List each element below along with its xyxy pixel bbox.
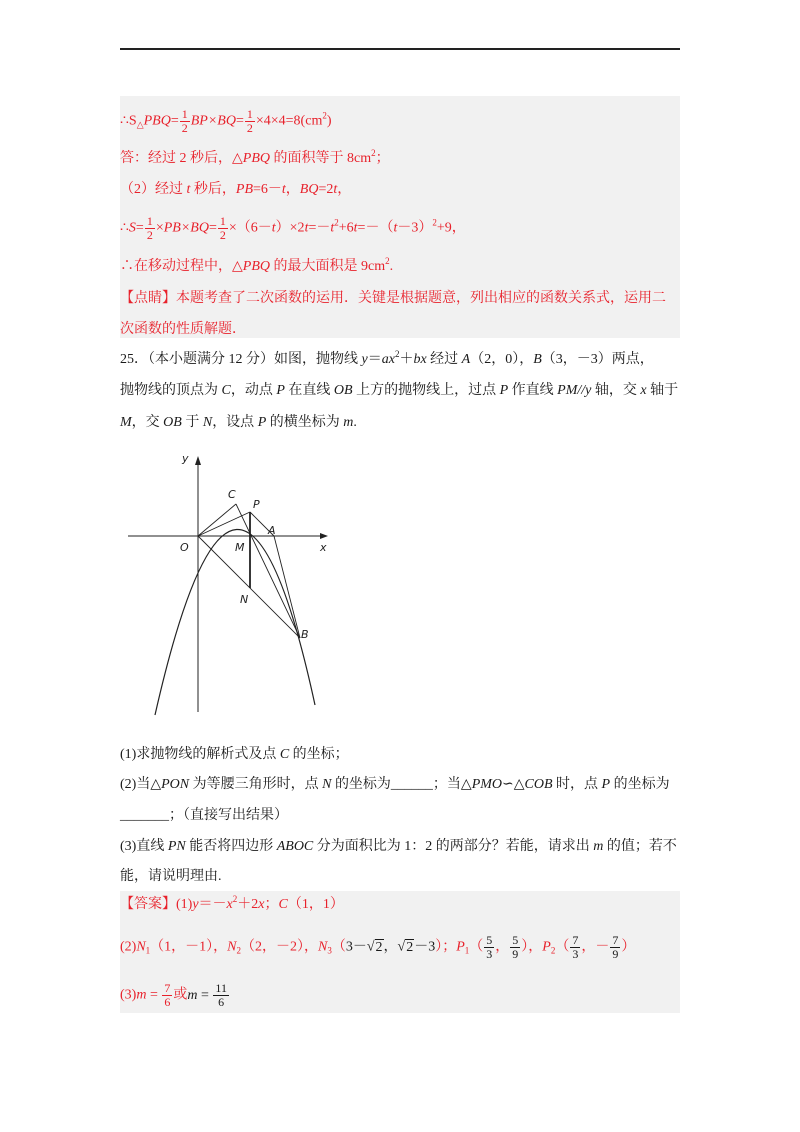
label-x: x [320,541,327,554]
segment-AB [274,536,300,638]
question-3-line-1: (3)直线 PN 能否将四边形 ABOC 分为面积比为 1：2 的两部分？若能，请求出 m 的值；若不 [120,839,677,854]
answer-line-3: (3)m = $\frac{7}{6}$ 或m = $\frac{11}{6}$ [120,981,227,1009]
fraction: $\frac{5}{9}$ [512,933,519,961]
fraction: $\frac{7}{9}$ [612,933,619,961]
parabola-figure [128,450,338,720]
answer-line-2: $(2)N_1(1$，－1），$N_2(2$，－2），$N_3(3-√2$，√2－3）；$P_1$（ $\frac{5}{3}$ ， $\frac{5}{9}$ ），$P_2$（ $\frac{7}{3}$ ，－ $\frac{7}{9}$ ） [120,933,636,961]
label-P: P [253,498,260,511]
problem-line-1: 25．（本小题满分 12 分）如图，抛物线 $y=ax^2+bx$ 经过 A（2，0），B（3，－3）两点， [120,349,654,367]
segment-OB [198,536,300,638]
y-axis-arrow [195,456,201,465]
label-N: N [240,593,249,606]
key-point-line-1: 【点睛】本题考查了二次函数的运用．关键是根据题意，列出相应的函数关系式，运用二 [120,291,666,306]
fraction: $\frac{11}{6}$ [215,981,227,1009]
fraction-half: $\frac{1}{2}$ [246,107,253,135]
parabola-curve [155,529,315,715]
label-B: B [301,628,309,641]
solution-line-1: $\therefore S_\triangle PBQ=$ $\frac{1}{2}$ BP×BQ= $\frac{1}{2}$ $\times 4\times 4=8(cm^2)$ [120,107,332,135]
problem-line-2: 抛物线的顶点为 C，动点 P 在直线 OB 上方的抛物线上，过点 P 作直线 PM//y 轴，交 x 轴于 [120,383,679,398]
solution-line-5: ∴在移动过程中，△PBQ 的最大面积是 $9cm^2$. [120,256,394,274]
problem-line-3: M，交 OB 于 N，设点 P 的横坐标为 m. [120,415,357,430]
segment-OP [198,512,250,536]
question-2-line-2: _______；（直接写出结果） [120,808,288,823]
fraction-half: $\frac{1}{2}$ [219,214,226,242]
solution-line-2: 答：经过 2 秒后，△PBQ 的面积等于 $8cm^2$； [120,148,390,166]
label-A: A [268,524,276,537]
fraction-half: $\frac{1}{2}$ [181,107,188,135]
header-rule [120,48,680,50]
answer-line-1: 【答案】$(1)y=-x^2+2x$；C（1，1） [120,894,344,912]
label-y: y [182,452,189,465]
label-O: O [180,541,189,554]
question-2-line-1: (2)当△PON 为等腰三角形时，点 N 的坐标为______；当△PMO∽△COB 时，点 P 的坐标为 [120,777,670,792]
fraction: $\frac{5}{3}$ [486,933,493,961]
fraction: $\frac{7}{3}$ [572,933,579,961]
label-M: M [235,541,245,554]
question-1: (1)求抛物线的解析式及点 C 的坐标； [120,747,349,762]
key-point-line-2: 次函数的性质解题． [120,322,246,337]
fraction: $\frac{7}{6}$ [164,981,171,1009]
question-3-line-2: 能，请说明理由. [120,869,222,884]
label-C: C [228,488,236,501]
fraction-half: $\frac{1}{2}$ [146,214,153,242]
solution-line-4: ∴S= $\frac{1}{2}$ ×PB×BQ= $\frac{1}{2}$ $\times(6-t)\times 2t=-t^2+6t=-(t-3)^2+9$， [120,214,466,242]
x-axis-arrow [320,533,328,539]
solution-line-3: （2）经过 t 秒后，PB=6－t，BQ=2t， [120,182,352,197]
